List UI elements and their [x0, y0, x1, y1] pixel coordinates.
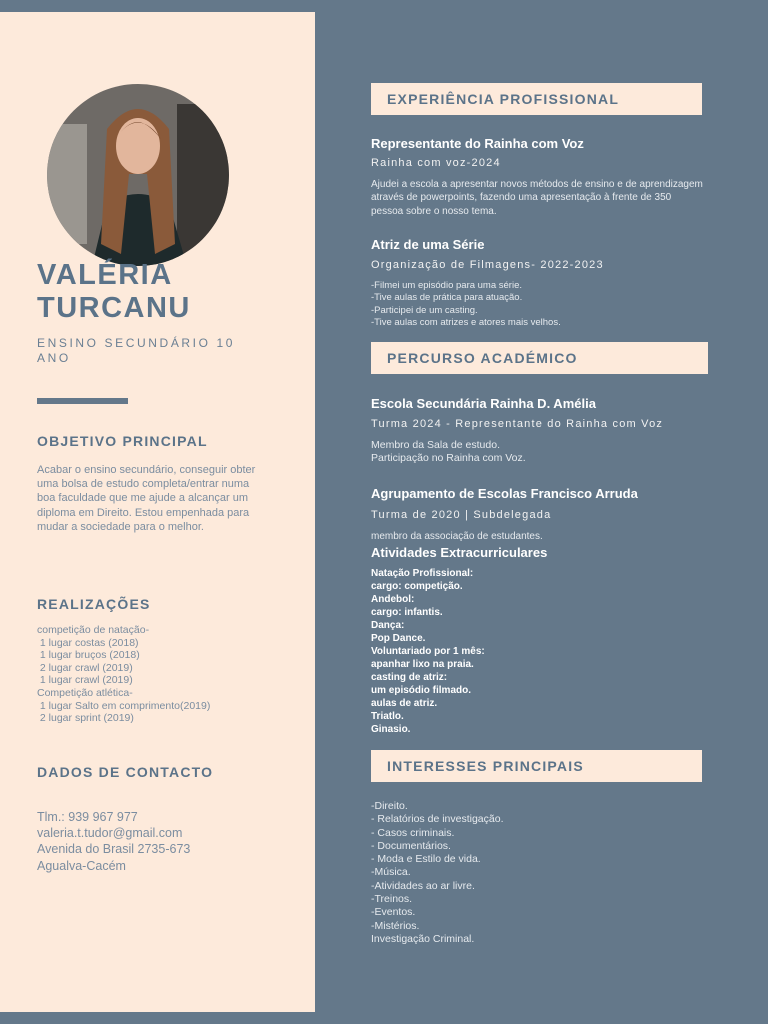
achievements-list	[37, 624, 257, 725]
list-item: cargo: infantis.	[371, 607, 443, 618]
divider	[37, 398, 128, 404]
list-item: 1 lugar crawl (2019)	[37, 674, 133, 687]
experience-role: Atriz de uma Série	[371, 237, 485, 252]
list-item: 1 lugar bruços (2018)	[37, 649, 140, 662]
phone: Tlm.: 939 967 977	[37, 810, 138, 824]
list-item: casting de atriz:	[371, 672, 448, 683]
list-item: Membro da Sala de estudo.	[371, 439, 500, 451]
list-item: -Atividades ao ar livre.	[371, 879, 475, 892]
list-item: -Eventos.	[371, 906, 416, 919]
experience-org: Organização de Filmagens- 2022-2023	[371, 259, 604, 271]
objective-text: Acabar o ensino secundário, conseguir obter uma bolsa de estudo completa/entrar numa boa faculdade que me ajude a alcançar um diploma em Direito. Estou empenhada para mudar a sociedade para o melhor.	[37, 464, 256, 533]
list-item: Voluntariado por 1 mês:	[371, 646, 485, 657]
list-item: 2 lugar sprint (2019)	[37, 712, 134, 725]
education-notes	[371, 530, 706, 543]
experience-description: Ajudei a escola a apresentar novos métodos de ensino e de aprendizagem através de powerpoints, fazendo uma apresentação à frente de 350 pessoa sobre o nosso tema.	[371, 179, 703, 217]
list-item: -Direito.	[371, 800, 408, 812]
list-item: Pop Dance.	[371, 633, 426, 644]
extracurricular-list	[371, 567, 671, 736]
list-item: Investigação Criminal.	[371, 932, 475, 945]
person-name	[37, 259, 191, 325]
list-item: -Tive aulas com atrizes e atores mais velhos.	[371, 317, 561, 329]
extracurricular-heading: Atividades Extracurriculares	[371, 545, 548, 560]
list-item: Competição atlética-	[37, 686, 133, 699]
city: Agualva-Cacém	[37, 858, 126, 873]
experience-description	[371, 280, 706, 330]
list-item: -Filmei um episódio para uma série.	[371, 280, 523, 291]
address: Avenida do Brasil 2735-673	[37, 842, 191, 857]
list-item: -Mistérios.	[371, 919, 420, 932]
education-school: Escola Secundária Rainha D. Amélia	[371, 396, 596, 411]
profile-photo	[47, 84, 229, 266]
name-line-2: TURCANU	[37, 292, 191, 324]
achievements-heading: REALIZAÇÕES	[37, 596, 151, 612]
education-detail: Turma 2024 - Representante do Rainha com Voz	[371, 418, 664, 430]
education-level: ENSINO SECUNDÁRIO 10 ANO	[37, 336, 236, 365]
list-item: Ginasio.	[371, 724, 411, 735]
list-item: apanhar lixo na praia.	[371, 659, 474, 670]
list-item: 1 lugar costas (2018)	[37, 636, 139, 649]
list-item: - Relatórios de investigação.	[371, 813, 504, 826]
list-item: - Documentários.	[371, 839, 451, 852]
list-item: -Participei de um casting.	[371, 304, 478, 316]
interests-banner: INTERESSES PRINCIPAIS	[371, 750, 702, 782]
experience-org: Rainha com voz-2024	[371, 157, 501, 169]
list-item: Triatlo.	[371, 711, 404, 722]
education-detail: Turma de 2020 | Subdelegada	[371, 509, 552, 521]
contact-heading: DADOS DE CONTACTO	[37, 764, 214, 780]
list-item: Dança:	[371, 620, 405, 631]
list-item: -Tive aulas de prática para atuação.	[371, 292, 523, 304]
list-item: Participação no Rainha com Voz.	[371, 452, 526, 465]
interests-list	[371, 800, 671, 946]
experience-banner: EXPERIÊNCIA PROFISSIONAL	[371, 83, 702, 115]
list-item: -Treinos.	[371, 893, 413, 906]
list-item: membro da associação de estudantes.	[371, 531, 543, 542]
list-item: um episódio filmado.	[371, 685, 472, 696]
left-sidebar	[0, 12, 315, 1012]
list-item: competição de natação-	[37, 624, 150, 636]
list-item: 2 lugar crawl (2019)	[37, 661, 133, 674]
list-item: Natação Profissional:	[371, 568, 474, 579]
list-item: - Casos criminais.	[371, 826, 455, 839]
contact-details	[37, 809, 257, 874]
education-notes	[371, 439, 706, 466]
education-school: Agrupamento de Escolas Francisco Arruda	[371, 486, 638, 501]
experience-role: Representante do Rainha com Voz	[371, 136, 584, 151]
email[interactable]: valeria.t.tudor@gmail.com	[37, 826, 183, 841]
list-item: Andebol:	[371, 594, 415, 605]
list-item: -Música.	[371, 866, 411, 879]
list-item: aulas de atriz.	[371, 698, 438, 709]
list-item: - Moda e Estilo de vida.	[371, 853, 481, 866]
education-banner: PERCURSO ACADÉMICO	[371, 342, 708, 374]
list-item: 1 lugar Salto em comprimento(2019)	[37, 699, 211, 712]
list-item: cargo: competição.	[371, 581, 463, 592]
objective-heading: OBJETIVO PRINCIPAL	[37, 433, 208, 449]
name-line-1: VALÉRIA	[37, 259, 173, 291]
